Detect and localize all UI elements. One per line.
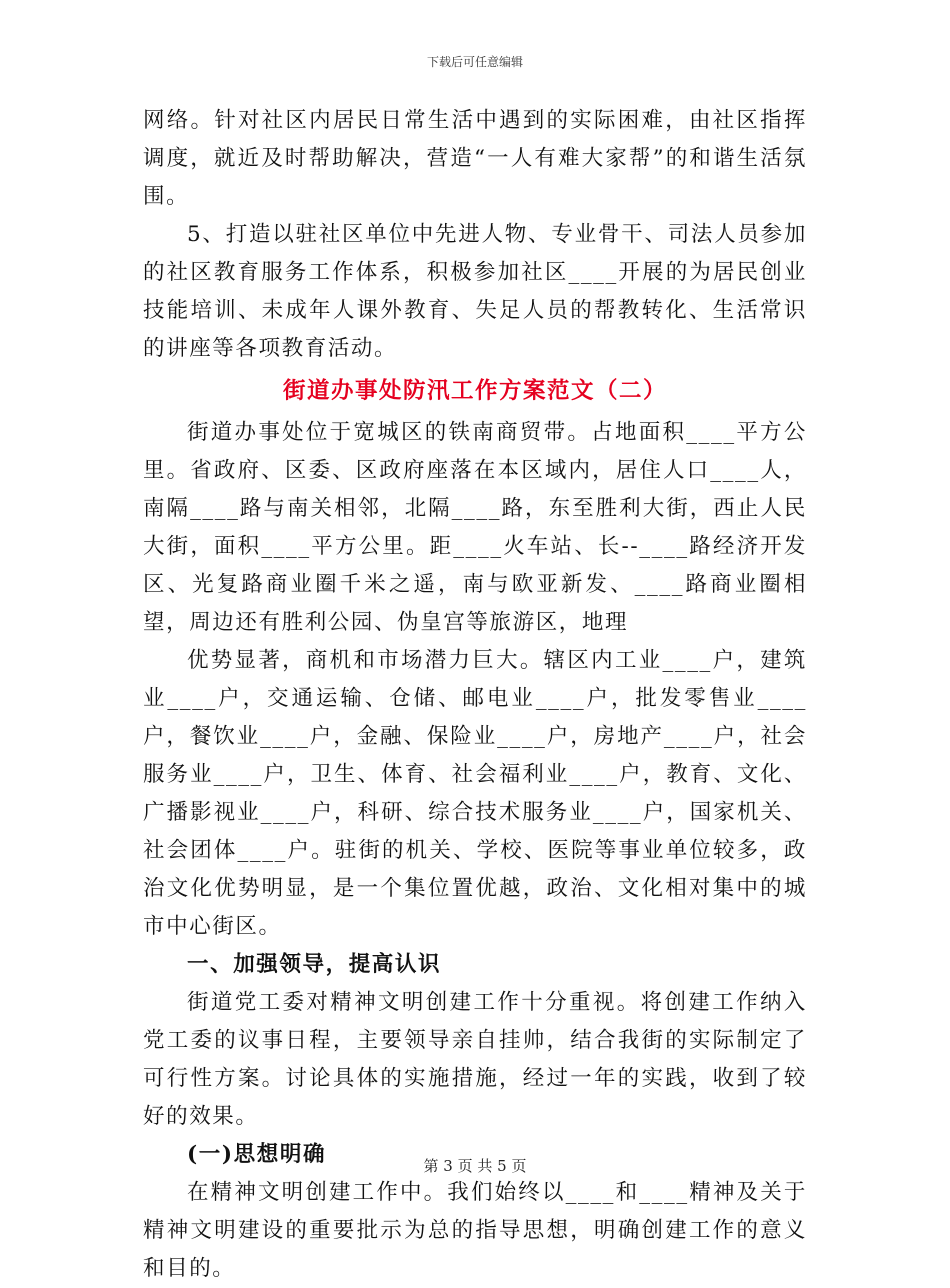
paragraph-leadership: 街道党工委对精神文明创建工作十分重视。将创建工作纳入党工委的议事日程，主要领导亲自挂帅，结合我街的实际制定了可行性方案。讨论具体的实施措施，经过一年的实践，收到了较好的效果。 xyxy=(143,990,807,1129)
paragraph-advantages: 优势显著，商机和市场潜力巨大。辖区内工业____户，建筑业____户，交通运输、仓储、邮电业____户，批发零售业____户，餐饮业____户，金融、保险业____户，房地产____户，社会服务业____户，卫生、体育、社会福利业____户，教育、文化、广播影视业____户，科研、综合技术服务业____户，国家机关、社会团体____户。驻街的机关、学校、医院等事业单位较多，政治文化优势明显，是一个集位置优越，政治、文化相对集中的城市中心街区。 xyxy=(143,648,807,939)
page-footer: 第 3 页 共 5 页 xyxy=(423,1157,527,1175)
paragraph-thought: 在精神文明创建工作中。我们始终以____和____精神及关于精神文明建设的重要批示为总的指导思想，明确创建工作的意义和目的。 xyxy=(143,1180,807,1281)
heading-thought: (一)思想明确 xyxy=(187,1142,327,1167)
paragraph-continuation: 网络。针对社区内居民日常生活中遇到的实际困难，由社区指挥调度，就近及时帮助解决，营造“一人有难大家帮”的和谐生活氛围。 xyxy=(143,108,807,209)
paragraph-location: 街道办事处位于宽城区的铁南商贸带。占地面积____平方公里。省政府、区委、区政府座落在本区域内，居住人口____人，南隔____路与南关相邻，北隔____路，东至胜利大街，西止人民大街，面积____平方公里。距____火车站、长--____路经济开发区、光复路商业圈千米之遥，南与欧亚新发、____路商业圈相望，周边还有胜利公园、伪皇宫等旅游区，地理 xyxy=(143,420,807,635)
section-title: 街道办事处防汛工作方案范文（二） xyxy=(282,378,667,404)
document-body xyxy=(143,102,807,1288)
paragraph-item-5: 5、打造以驻社区单位中先进人物、专业骨干、司法人员参加的社区教育服务工作体系，积极参加社区____开展的为居民创业技能培训、未成年人课外教育、失足人员的帮教转化、生活常识的讲座等各项教育活动。 xyxy=(143,222,807,361)
heading-leadership: 一、加强领导，提高认识 xyxy=(187,952,442,977)
page-header: 下载后可任意编辑 xyxy=(426,55,523,69)
